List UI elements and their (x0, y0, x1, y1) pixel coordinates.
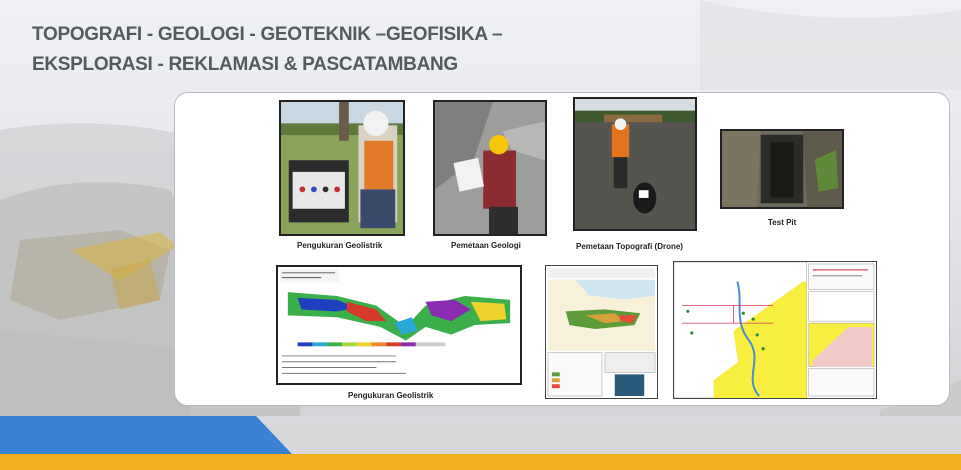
caption-geolistrik-field: Pengukuran Geolistrik (297, 241, 383, 250)
caption-pemetaan-geologi: Pemetaan Geologi (451, 241, 521, 250)
slide-title (32, 20, 652, 80)
title-line-2: EKSPLORASI - REKLAMASI & PASCATAMBANG (32, 54, 458, 75)
blue-footer-band (0, 416, 961, 454)
geology-map (545, 265, 658, 399)
photo-pemetaan-topografi-drone (573, 97, 697, 231)
yellow-footer-band (0, 454, 961, 470)
title-line-1: TOPOGRAFI - GEOLOGI - GEOTEKNIK –GEOFISIKA – (32, 24, 503, 45)
photo-geolistrik-field (279, 100, 405, 236)
geolistrik-resistivity-section (276, 265, 522, 385)
gallery-card (174, 92, 950, 406)
caption-test-pit: Test Pit (768, 218, 797, 227)
caption-geolistrik-section: Pengukuran Geolistrik (348, 391, 434, 400)
site-topography-map (673, 261, 877, 399)
photo-pemetaan-geologi (433, 100, 547, 236)
caption-pemetaan-topografi-drone: Pemetaan Topografi (Drone) (576, 242, 683, 251)
photo-test-pit (720, 129, 844, 209)
